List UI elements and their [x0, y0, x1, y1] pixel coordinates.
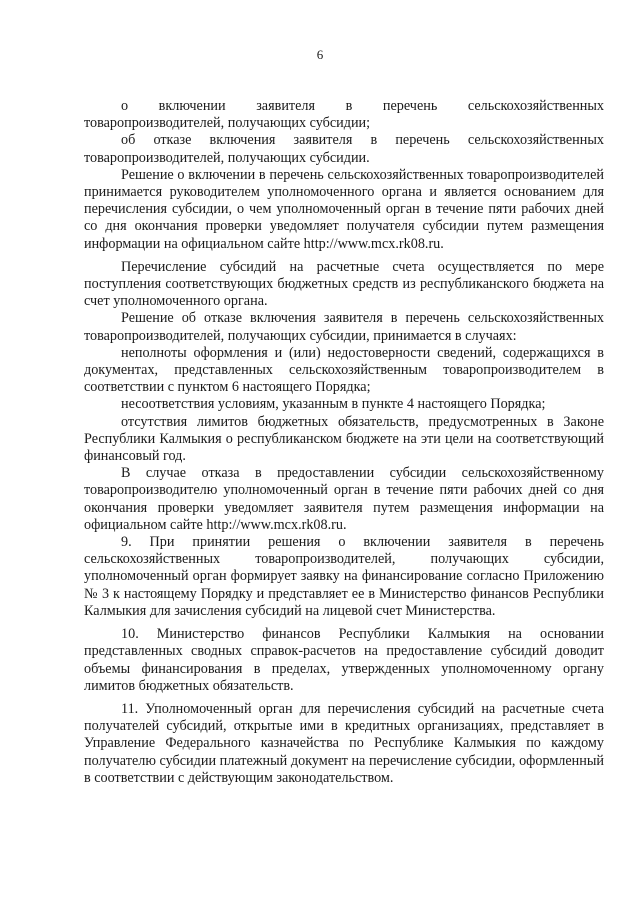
paragraph-case-incomplete-docs: неполноты оформления и (или) недостоверности сведений, содержащихся в документах, представленных сельскохозяйственным товаропроизводителем в соответствии с пунктом 6 настоящего Порядка;: [84, 344, 604, 396]
paragraph-refusal-notice: В случае отказа в предоставлении субсидии сельскохозяйственному товаропроизводителю уполномоченный орган в течение пяти рабочих дней со дня окончания проверки уведомляет заявителя путем размещения информации на официальном сайте http://www.mcx.rk08.ru.: [84, 465, 604, 533]
paragraph-case-nonconformity: несоответствия условиям, указанным в пункте 4 настоящего Порядка;: [121, 396, 546, 413]
paragraph-item-9: 9. При принятии решения о включении заявителя в перечень сельскохозяйственных товаропроизводителей, получающих субсидии, уполномоченный орган формирует заявку на финансирование согласно Приложению № 3 к настоящему Порядку и представляет ее в Министерство финансов Республики Калмыкия для зачисления субсидий на лицевой счет Министерства.: [84, 534, 604, 619]
paragraph-item-11: 11. Уполномоченный орган для перечисления субсидий на расчетные счета получателей субсидий, открытые ими в кредитных организациях, представляет в Управление Федерального казначейства по Республике Калмыкия по каждому получателю субсидии платежный документ на перечисление субсидии, оформленный в соответствии с действующим законодательством.: [84, 700, 604, 786]
page-number: 6: [316, 47, 324, 62]
paragraph-refusal-cases: Решение об отказе включения заявителя в перечень сельскохозяйственных товаропроизводителей, получающих субсидии, принимается в случаях:: [84, 310, 604, 344]
paragraph-transfer-subsidies: Перечисление субсидий на расчетные счета осуществляется по мере поступления соответствующих бюджетных средств из республиканского бюджета на счет уполномоченного органа.: [84, 258, 604, 310]
paragraph-item-10: 10. Министерство финансов Республики Калмыкия на основании представленных сводных справок-расчетов на предоставление субсидий доводит объемы финансирования в пределах, утвержденных уполномоченному органу лимитов бюджетных обязательств.: [84, 626, 604, 694]
document-body: [84, 98, 604, 787]
paragraph-decision-include: о включении заявителя в перечень сельскохозяйственных товаропроизводителей, получающих субсидии;: [84, 98, 604, 132]
paragraph-decision-refuse: об отказе включения заявителя в перечень сельскохозяйственных товаропроизводителей, получающих субсидии.: [84, 132, 604, 166]
paragraph-case-no-limits: отсутствия лимитов бюджетных обязательств, предусмотренных в Законе Республики Калмыкия о республиканском бюджете на эти цели на соответствующий финансовый год.: [84, 413, 604, 465]
paragraph-inclusion-decision: Решение о включении в перечень сельскохозяйственных товаропроизводителей принимается руководителем уполномоченного органа и является основанием для перечисления субсидии, о чем уполномоченный орган в течение пяти рабочих дней со дня окончания проверки уведомляет получателя субсидии путем размещения информации на официальном сайте http://www.mcx.rk08.ru.: [84, 166, 604, 252]
